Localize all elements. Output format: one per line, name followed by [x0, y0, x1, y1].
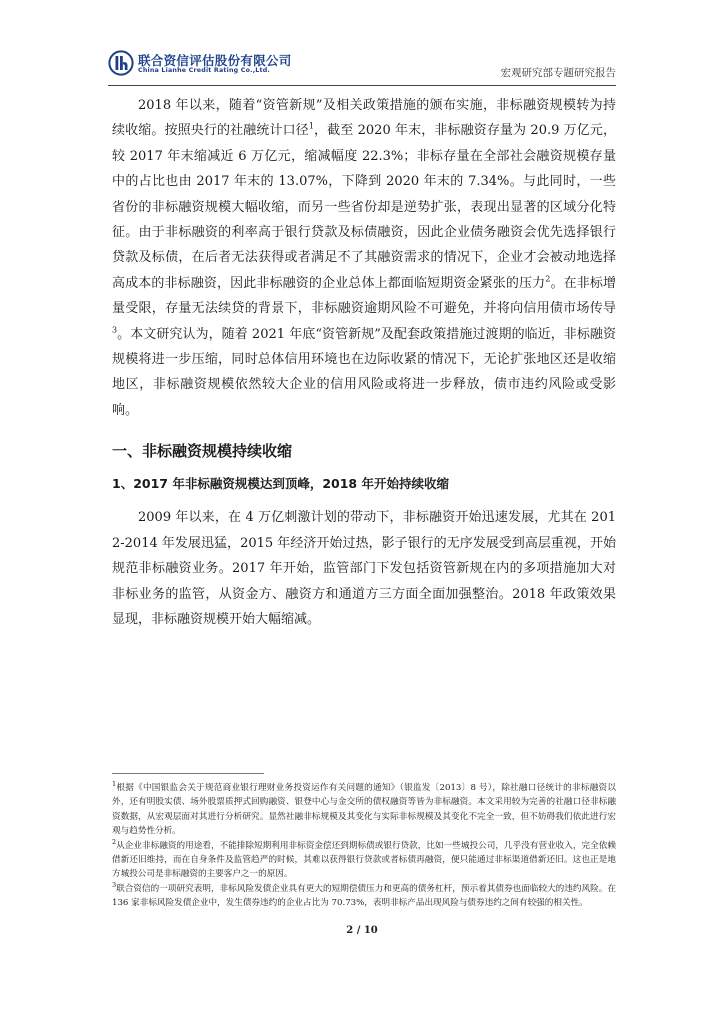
footnote-ref-3[interactable]: 3 [112, 325, 118, 335]
section-paragraph: 2009 年以来，在 4 万亿刺激计划的带动下，非标融资开始迅速发展，尤其在 2012-2014 年发展迅猛，2015 年经济开始过热，影子银行的无序发展受到高层重视，开始规范非标融资业务。2017 年开始，监管部门下发包括资管新规在内的多项措施加大对非标业务的监管，从资金方、融资方和通道方三方面全面加强整治。2018 年政策效果显现，非标融资规模开始大幅缩减。 [112, 510, 616, 627]
intro-text-b: ，截至 2020 年末，非标融资存量为 20.9 万亿元，较 2017 年末缩减近 6 万亿元，缩减幅度 22.3%；非标存量在全部社会融资规模存量中的占比也由 2017 年末的 13.07%，下降到 2020 年末的 7.34%。与此同时，一些省份的非标融资规模大幅收缩，而另一些省份却是逆势扩张，表现出显著的区域分化特征。由于非标融资的利率高于银行贷款及标债融资，因此企业债务融资会优先选择银行贷款及标债，在后者无法获得或者满足不了其融资需求的情况下，企业才会被动地选择高成本的非标融资，因此非标融资的企业总体上都面临短期资金紧张的压力 [112, 123, 616, 291]
header-divider [108, 85, 616, 86]
footnote-1 [112, 781, 616, 839]
footnote-text: 从企业非标融资的用途看，不能排除短期利用非标资金偿还到期标债或银行贷款，比如一些城投公司，几乎没有营业收入，完全依赖借新还旧维持，而在自身条件及监管趋严的时候，其难以获得银行贷款或者标债再融资，便只能通过非标渠道借新还旧。这也正是地方城投公司是非标融资的主要客户之一的原因。 [112, 840, 616, 880]
page-number: 2 / 10 [346, 925, 378, 936]
footnote-number: 1 [112, 780, 117, 789]
footnote-3 [112, 882, 616, 911]
company-name-cn: 联合资信评估股份有限公司 [138, 53, 292, 68]
company-name-en: China Lianhe Credit Rating Co.,Ltd. [138, 67, 271, 74]
main-body [112, 93, 616, 632]
footnote-ref-2[interactable]: 2 [545, 274, 551, 284]
footnotes [112, 781, 616, 911]
subsection-heading: 1、2017 年非标融资规模达到顶峰，2018 年开始持续收缩 [112, 476, 449, 492]
footnote-text: 根据《中国银监会关于规范商业银行理财业务投资运作有关问题的通知》（银监发〔2013〕8 号），除社融口径统计的非标融资以外，还有明股实债、场外股票质押式回购融资、银登中心与金交所的债权融资等皆为非标融资。本文采用较为完善的社融口径非标融资数据，从宏观层面对其进行分析研究。显然社融非标规模及其变化与实际非标规模及其变化不完全一致，但不妨碍我们依此进行宏观与趋势性分析。 [112, 783, 616, 837]
footnote-2 [112, 839, 616, 882]
footnote-number: 2 [112, 837, 117, 846]
section-heading: 一、非标融资规模持续收缩 [112, 442, 293, 461]
page-header [108, 48, 616, 88]
footnote-ref-1[interactable]: 1 [308, 122, 314, 132]
footnote-number: 3 [112, 880, 117, 889]
intro-paragraph [112, 93, 616, 423]
footnote-divider [112, 773, 264, 774]
company-logo-icon [108, 50, 134, 76]
footnote-text: 联合资信的一项研究表明，非标风险发债企业具有更大的短期偿债压力和更高的债务杠杆，预示着其债券也面临较大的违约风险。在 136 家非标风险发债企业中，发生债券违约的企业占比为 70.73%，表明非标产品出现风险与债券违约之间有较强的相关性。 [112, 883, 616, 909]
intro-text-a: 2018 年以来，随着“资管新规”及相关政策措施的颁布实施，非标融资规模转为持续收缩。按照央行的社融统计口径 [112, 98, 616, 139]
intro-text-d: 。本文研究认为，随着 2021 年底“资管新规”及配套政策措施过渡期的临近，非标融资规模将进一步压缩，同时总体信用环境也在边际收紧的情况下，无论扩张地区还是收缩地区，非标融资规模依然较大企业的信用风险或将进一步释放，债市违约风险或受影响。 [112, 326, 616, 418]
intro-text-c: 。在非标增量受限，存量无法续贷的背景下，非标融资逾期风险不可避免，并将向信用债市场传导 [112, 275, 616, 317]
report-type: 宏观研究部专题研究报告 [500, 67, 616, 79]
